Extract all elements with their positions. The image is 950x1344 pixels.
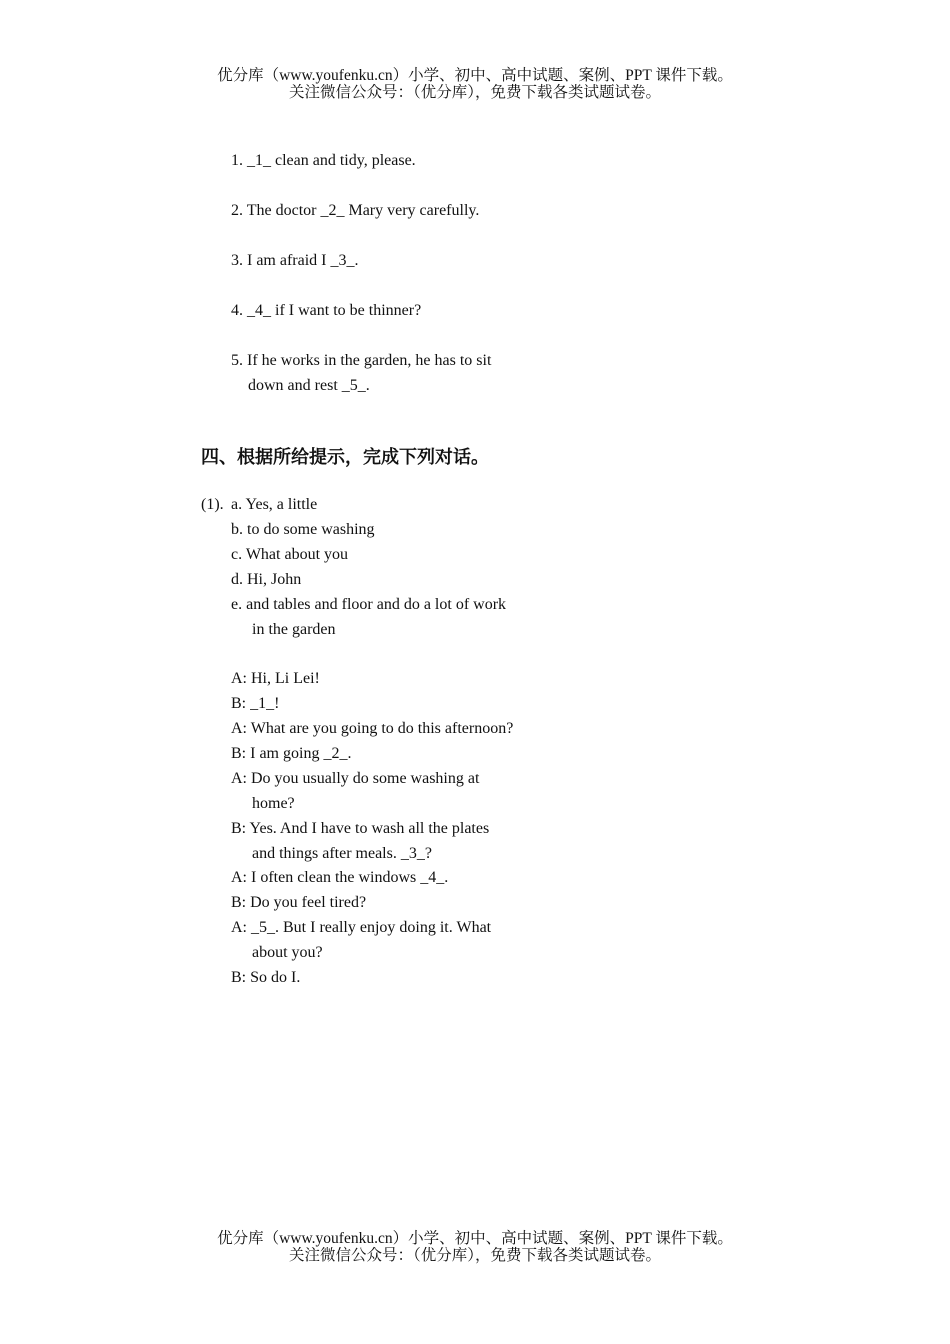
dialogue-line: A: I often clean the windows _4_. bbox=[231, 869, 449, 886]
option-b: b. to do some washing bbox=[231, 521, 375, 538]
dialogue-line: B: Yes. And I have to wash all the plates bbox=[231, 820, 490, 837]
dialogue-line: A: Do you usually do some washing at bbox=[231, 770, 480, 787]
header-line-2: 关注微信公众号：（优分库），免费下载各类试题试卷。 bbox=[288, 84, 661, 101]
question-item-1: 1. _1_ clean and tidy, please. bbox=[231, 152, 416, 169]
question-item-4: 4. _4_ if I want to be thinner? bbox=[231, 302, 422, 319]
question-item-5: 5. If he works in the garden, he has to sit bbox=[231, 352, 492, 369]
question-item-5-continued: down and rest _5_. bbox=[248, 377, 370, 394]
question-item-2: 2. The doctor _2_ Mary very carefully. bbox=[231, 202, 480, 219]
option-e: e. and tables and floor and do a lot of work bbox=[231, 596, 507, 613]
dialogue-line: A: _5_. But I really enjoy doing it. What bbox=[231, 919, 492, 936]
footer-line-2: 关注微信公众号：（优分库），免费下载各类试题试卷。 bbox=[288, 1247, 661, 1264]
dialogue-line-continued: and things after meals. _3_? bbox=[252, 845, 432, 862]
dialogue-line: A: What are you going to do this afternoon? bbox=[231, 720, 514, 737]
dialogue-line: B: _1_! bbox=[231, 695, 280, 712]
section-4-title: 四、根据所给提示，完成下列对话。 bbox=[201, 447, 489, 468]
option-a: a. Yes, a little bbox=[231, 496, 318, 513]
dialogue-line: B: Do you feel tired? bbox=[231, 894, 367, 911]
footer-line-1: 优分库（www.youfenku.cn）小学、初中、高中试题、案例、PPT 课件下载。 bbox=[217, 1230, 733, 1247]
option-e-continued: in the garden bbox=[252, 621, 336, 638]
option-c: c. What about you bbox=[231, 546, 349, 563]
dialogue-line: B: I am going _2_. bbox=[231, 745, 352, 762]
dialogue-line: B: So do I. bbox=[231, 969, 301, 986]
dialogue-line: A: Hi, Li Lei! bbox=[231, 670, 320, 687]
option-d: d. Hi, John bbox=[231, 571, 302, 588]
question-item-3: 3. I am afraid I _3_. bbox=[231, 252, 359, 269]
header-line-1: 优分库（www.youfenku.cn）小学、初中、高中试题、案例、PPT 课件下载。 bbox=[217, 67, 733, 84]
exercise-number: (1). bbox=[201, 496, 224, 513]
page-footer bbox=[0, 1230, 950, 1264]
dialogue-line-continued: about you? bbox=[252, 944, 323, 961]
dialogue-line-continued: home? bbox=[252, 795, 295, 812]
page-header bbox=[0, 67, 950, 101]
